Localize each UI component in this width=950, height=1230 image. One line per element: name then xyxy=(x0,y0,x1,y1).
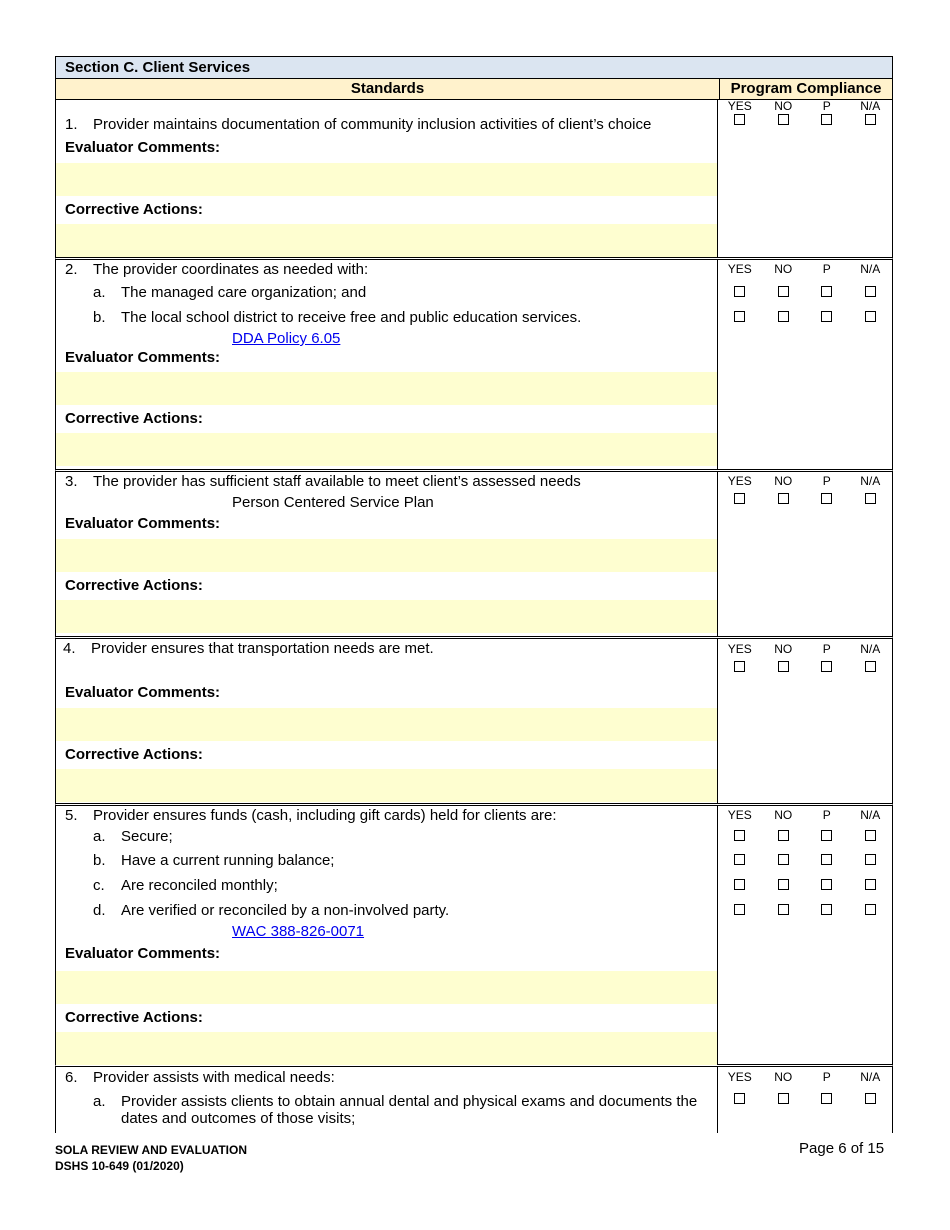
no-checkbox[interactable] xyxy=(778,830,789,841)
no-checkbox[interactable] xyxy=(778,904,789,915)
p-checkbox[interactable] xyxy=(821,1093,832,1104)
yes-checkbox[interactable] xyxy=(734,114,745,125)
no-label: NO xyxy=(774,99,793,113)
no-checkbox[interactable] xyxy=(778,286,789,297)
na-label: N/A xyxy=(860,1070,881,1084)
column-header-row xyxy=(55,78,893,100)
na-checkbox[interactable] xyxy=(865,830,876,841)
no-label: NO xyxy=(774,808,793,822)
page-number: Page 6 of 15 xyxy=(799,1140,885,1157)
standard-item-1 xyxy=(55,100,893,260)
yes-checkbox[interactable] xyxy=(734,661,745,672)
item-text: 6. Provider assists with medical needs: xyxy=(65,1069,335,1086)
standards-header: Standards xyxy=(56,79,720,99)
sub-item: b. Have a current running balance; xyxy=(93,852,335,869)
standard-item-5 xyxy=(55,806,893,1067)
p-checkbox[interactable] xyxy=(821,311,832,322)
evaluator-comments-label: Evaluator Comments: xyxy=(65,515,221,532)
na-checkbox[interactable] xyxy=(865,854,876,865)
p-checkbox[interactable] xyxy=(821,661,832,672)
yes-label: YES xyxy=(727,262,752,276)
no-checkbox[interactable] xyxy=(778,114,789,125)
footer-form-info xyxy=(55,1142,247,1174)
compliance-cell xyxy=(718,639,892,803)
compliance-cell xyxy=(718,1067,892,1133)
no-checkbox[interactable] xyxy=(778,854,789,865)
p-label: P xyxy=(822,1070,831,1084)
na-checkbox[interactable] xyxy=(865,661,876,672)
item-text: 1. Provider maintains documentation of community inclusion activities of client’s choice xyxy=(65,116,652,133)
policy-link[interactable]: DDA Policy 6.05 xyxy=(232,330,341,347)
no-label: NO xyxy=(774,642,793,656)
sub-item: d. Are verified or reconciled by a non-involved party. xyxy=(93,902,450,919)
corrective-actions-label: Corrective Actions: xyxy=(65,577,203,594)
na-label: N/A xyxy=(860,99,881,113)
no-checkbox[interactable] xyxy=(778,879,789,890)
standard-item-2 xyxy=(55,260,893,472)
reference-text: Person Centered Service Plan xyxy=(232,494,434,511)
yes-checkbox[interactable] xyxy=(734,879,745,890)
section-title: Section C. Client Services xyxy=(55,56,893,78)
compliance-cell xyxy=(718,472,892,636)
na-label: N/A xyxy=(860,808,881,822)
corrective-actions-field[interactable] xyxy=(56,433,717,466)
item-text: 2. The provider coordinates as needed with: xyxy=(65,261,369,278)
evaluator-comments-label: Evaluator Comments: xyxy=(65,349,221,366)
na-checkbox[interactable] xyxy=(865,493,876,504)
evaluator-comments-label: Evaluator Comments: xyxy=(65,139,221,156)
yes-checkbox[interactable] xyxy=(734,1093,745,1104)
yes-checkbox[interactable] xyxy=(734,493,745,504)
p-label: P xyxy=(822,642,831,656)
wac-link[interactable]: WAC 388-826-0071 xyxy=(232,923,365,940)
item-text: 5. Provider ensures funds (cash, including gift cards) held for clients are: xyxy=(65,807,557,824)
p-label: P xyxy=(822,99,831,113)
evaluator-comments-field[interactable] xyxy=(56,372,717,405)
yes-label: YES xyxy=(727,99,752,113)
corrective-actions-field[interactable] xyxy=(56,769,717,802)
standard-item-6 xyxy=(55,1067,893,1133)
sub-item: c. Are reconciled monthly; xyxy=(93,877,278,894)
corrective-actions-label: Corrective Actions: xyxy=(65,410,203,427)
sub-item: a. Secure; xyxy=(93,828,173,845)
p-label: P xyxy=(822,262,831,276)
corrective-actions-field[interactable] xyxy=(56,224,717,257)
evaluator-comments-field[interactable] xyxy=(56,708,717,741)
p-checkbox[interactable] xyxy=(821,114,832,125)
compliance-cell xyxy=(718,806,892,1064)
p-checkbox[interactable] xyxy=(821,830,832,841)
corrective-actions-label: Corrective Actions: xyxy=(65,1009,203,1026)
p-checkbox[interactable] xyxy=(821,854,832,865)
no-checkbox[interactable] xyxy=(778,311,789,322)
p-checkbox[interactable] xyxy=(821,879,832,890)
evaluator-comments-field[interactable] xyxy=(56,539,717,572)
no-label: NO xyxy=(774,262,793,276)
form-page xyxy=(55,56,893,1133)
na-checkbox[interactable] xyxy=(865,1093,876,1104)
sub-item: a. Provider assists clients to obtain annual dental and physical exams and documents the dates and outcomes of those visits; xyxy=(93,1093,698,1127)
na-checkbox[interactable] xyxy=(865,904,876,915)
compliance-cell xyxy=(718,100,892,257)
yes-label: YES xyxy=(727,808,752,822)
corrective-actions-label: Corrective Actions: xyxy=(65,746,203,763)
na-checkbox[interactable] xyxy=(865,114,876,125)
yes-checkbox[interactable] xyxy=(734,286,745,297)
no-label: NO xyxy=(774,1070,793,1084)
na-checkbox[interactable] xyxy=(865,311,876,322)
evaluator-comments-field[interactable] xyxy=(56,163,717,196)
item-text: 3. The provider has sufficient staff available to meet client’s assessed needs xyxy=(65,473,581,490)
sub-item: a. The managed care organization; and xyxy=(93,284,367,301)
yes-label: YES xyxy=(727,1070,752,1084)
p-checkbox[interactable] xyxy=(821,493,832,504)
no-checkbox[interactable] xyxy=(778,1093,789,1104)
p-label: P xyxy=(822,474,831,488)
evaluator-comments-field[interactable] xyxy=(56,971,717,1004)
item-text: 4. Provider ensures that transportation needs are met. xyxy=(63,640,434,657)
na-checkbox[interactable] xyxy=(865,879,876,890)
yes-label: YES xyxy=(727,642,752,656)
yes-checkbox[interactable] xyxy=(734,904,745,915)
yes-checkbox[interactable] xyxy=(734,311,745,322)
na-label: N/A xyxy=(860,262,881,276)
no-label: NO xyxy=(774,474,793,488)
na-label: N/A xyxy=(860,474,881,488)
p-checkbox[interactable] xyxy=(821,904,832,915)
sub-item: b. The local school district to receive free and public education services. xyxy=(93,309,582,326)
p-label: P xyxy=(822,808,831,822)
standard-item-4 xyxy=(55,639,893,806)
standard-item-3 xyxy=(55,472,893,639)
na-checkbox[interactable] xyxy=(865,286,876,297)
p-checkbox[interactable] xyxy=(821,286,832,297)
yes-checkbox[interactable] xyxy=(734,830,745,841)
corrective-actions-label: Corrective Actions: xyxy=(65,201,203,218)
evaluator-comments-label: Evaluator Comments: xyxy=(65,684,221,701)
footer-title: SOLA REVIEW AND EVALUATION xyxy=(55,1143,247,1157)
corrective-actions-field[interactable] xyxy=(56,600,717,633)
evaluator-comments-label: Evaluator Comments: xyxy=(65,945,221,962)
program-compliance-header: Program Compliance xyxy=(730,80,882,97)
na-label: N/A xyxy=(860,642,881,656)
footer-form-number: DSHS 10-649 (01/2020) xyxy=(55,1159,184,1173)
yes-label: YES xyxy=(727,474,752,488)
yes-checkbox[interactable] xyxy=(734,854,745,865)
no-checkbox[interactable] xyxy=(778,493,789,504)
no-checkbox[interactable] xyxy=(778,661,789,672)
corrective-actions-field[interactable] xyxy=(56,1032,717,1065)
compliance-cell xyxy=(718,260,892,469)
